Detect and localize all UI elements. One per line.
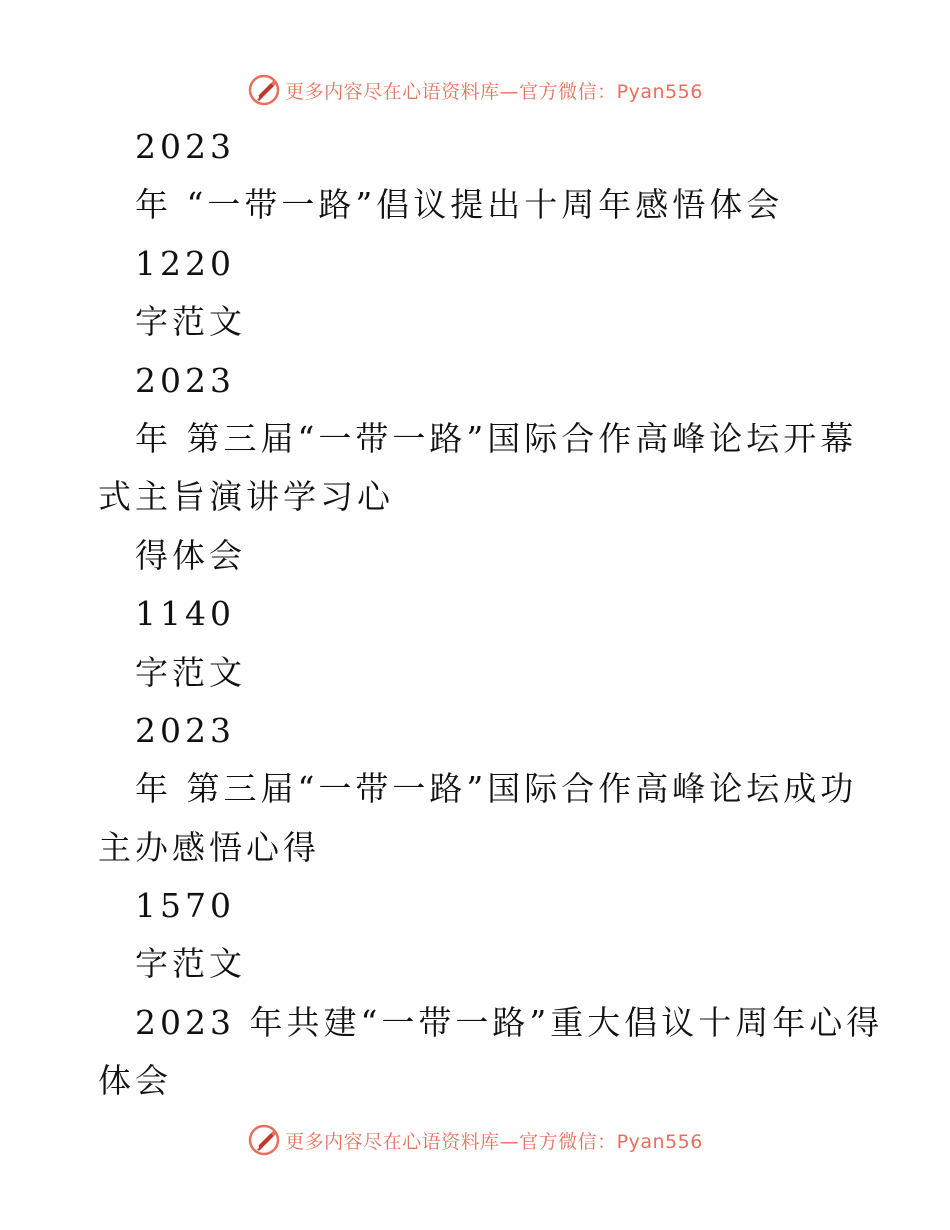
header-watermark-text: 更多内容尽在心语资料库—官方微信：Pyan556 bbox=[285, 80, 703, 103]
text-line: 2023 bbox=[135, 360, 235, 400]
text-line: 2023 bbox=[135, 127, 235, 166]
header-watermark bbox=[0, 70, 950, 110]
document-body bbox=[0, 118, 950, 1111]
text-line: 年 第三届“一带一路”国际合作高峰论坛成功 bbox=[135, 769, 858, 809]
text-line: 1220 bbox=[135, 243, 235, 283]
text-line: 年 “一带一路”倡议提出十周年感悟体会 bbox=[135, 185, 784, 225]
text-line: 体会 bbox=[98, 1061, 172, 1101]
footer-watermark bbox=[0, 1120, 950, 1160]
text-line: 字范文 bbox=[135, 302, 246, 342]
text-line: 主办感悟心得 bbox=[98, 827, 320, 867]
pen-logo-icon bbox=[247, 73, 281, 107]
text-line: 字范文 bbox=[135, 944, 246, 984]
text-line: 1570 bbox=[135, 886, 235, 926]
text-line: 字范文 bbox=[135, 652, 246, 692]
text-line: 式主旨演讲学习心 bbox=[98, 477, 394, 517]
text-line: 得体会 bbox=[135, 535, 246, 575]
pen-logo-icon bbox=[247, 1123, 281, 1157]
text-line: 1140 bbox=[135, 594, 235, 634]
text-line: 年 第三届“一带一路”国际合作高峰论坛开幕 bbox=[135, 418, 858, 458]
text-line: 2023 bbox=[135, 710, 235, 750]
text-line: 2023 年共建“一带一路”重大倡议十周年心得 bbox=[135, 1002, 884, 1042]
footer-watermark-text: 更多内容尽在心语资料库—官方微信：Pyan556 bbox=[285, 1130, 703, 1153]
